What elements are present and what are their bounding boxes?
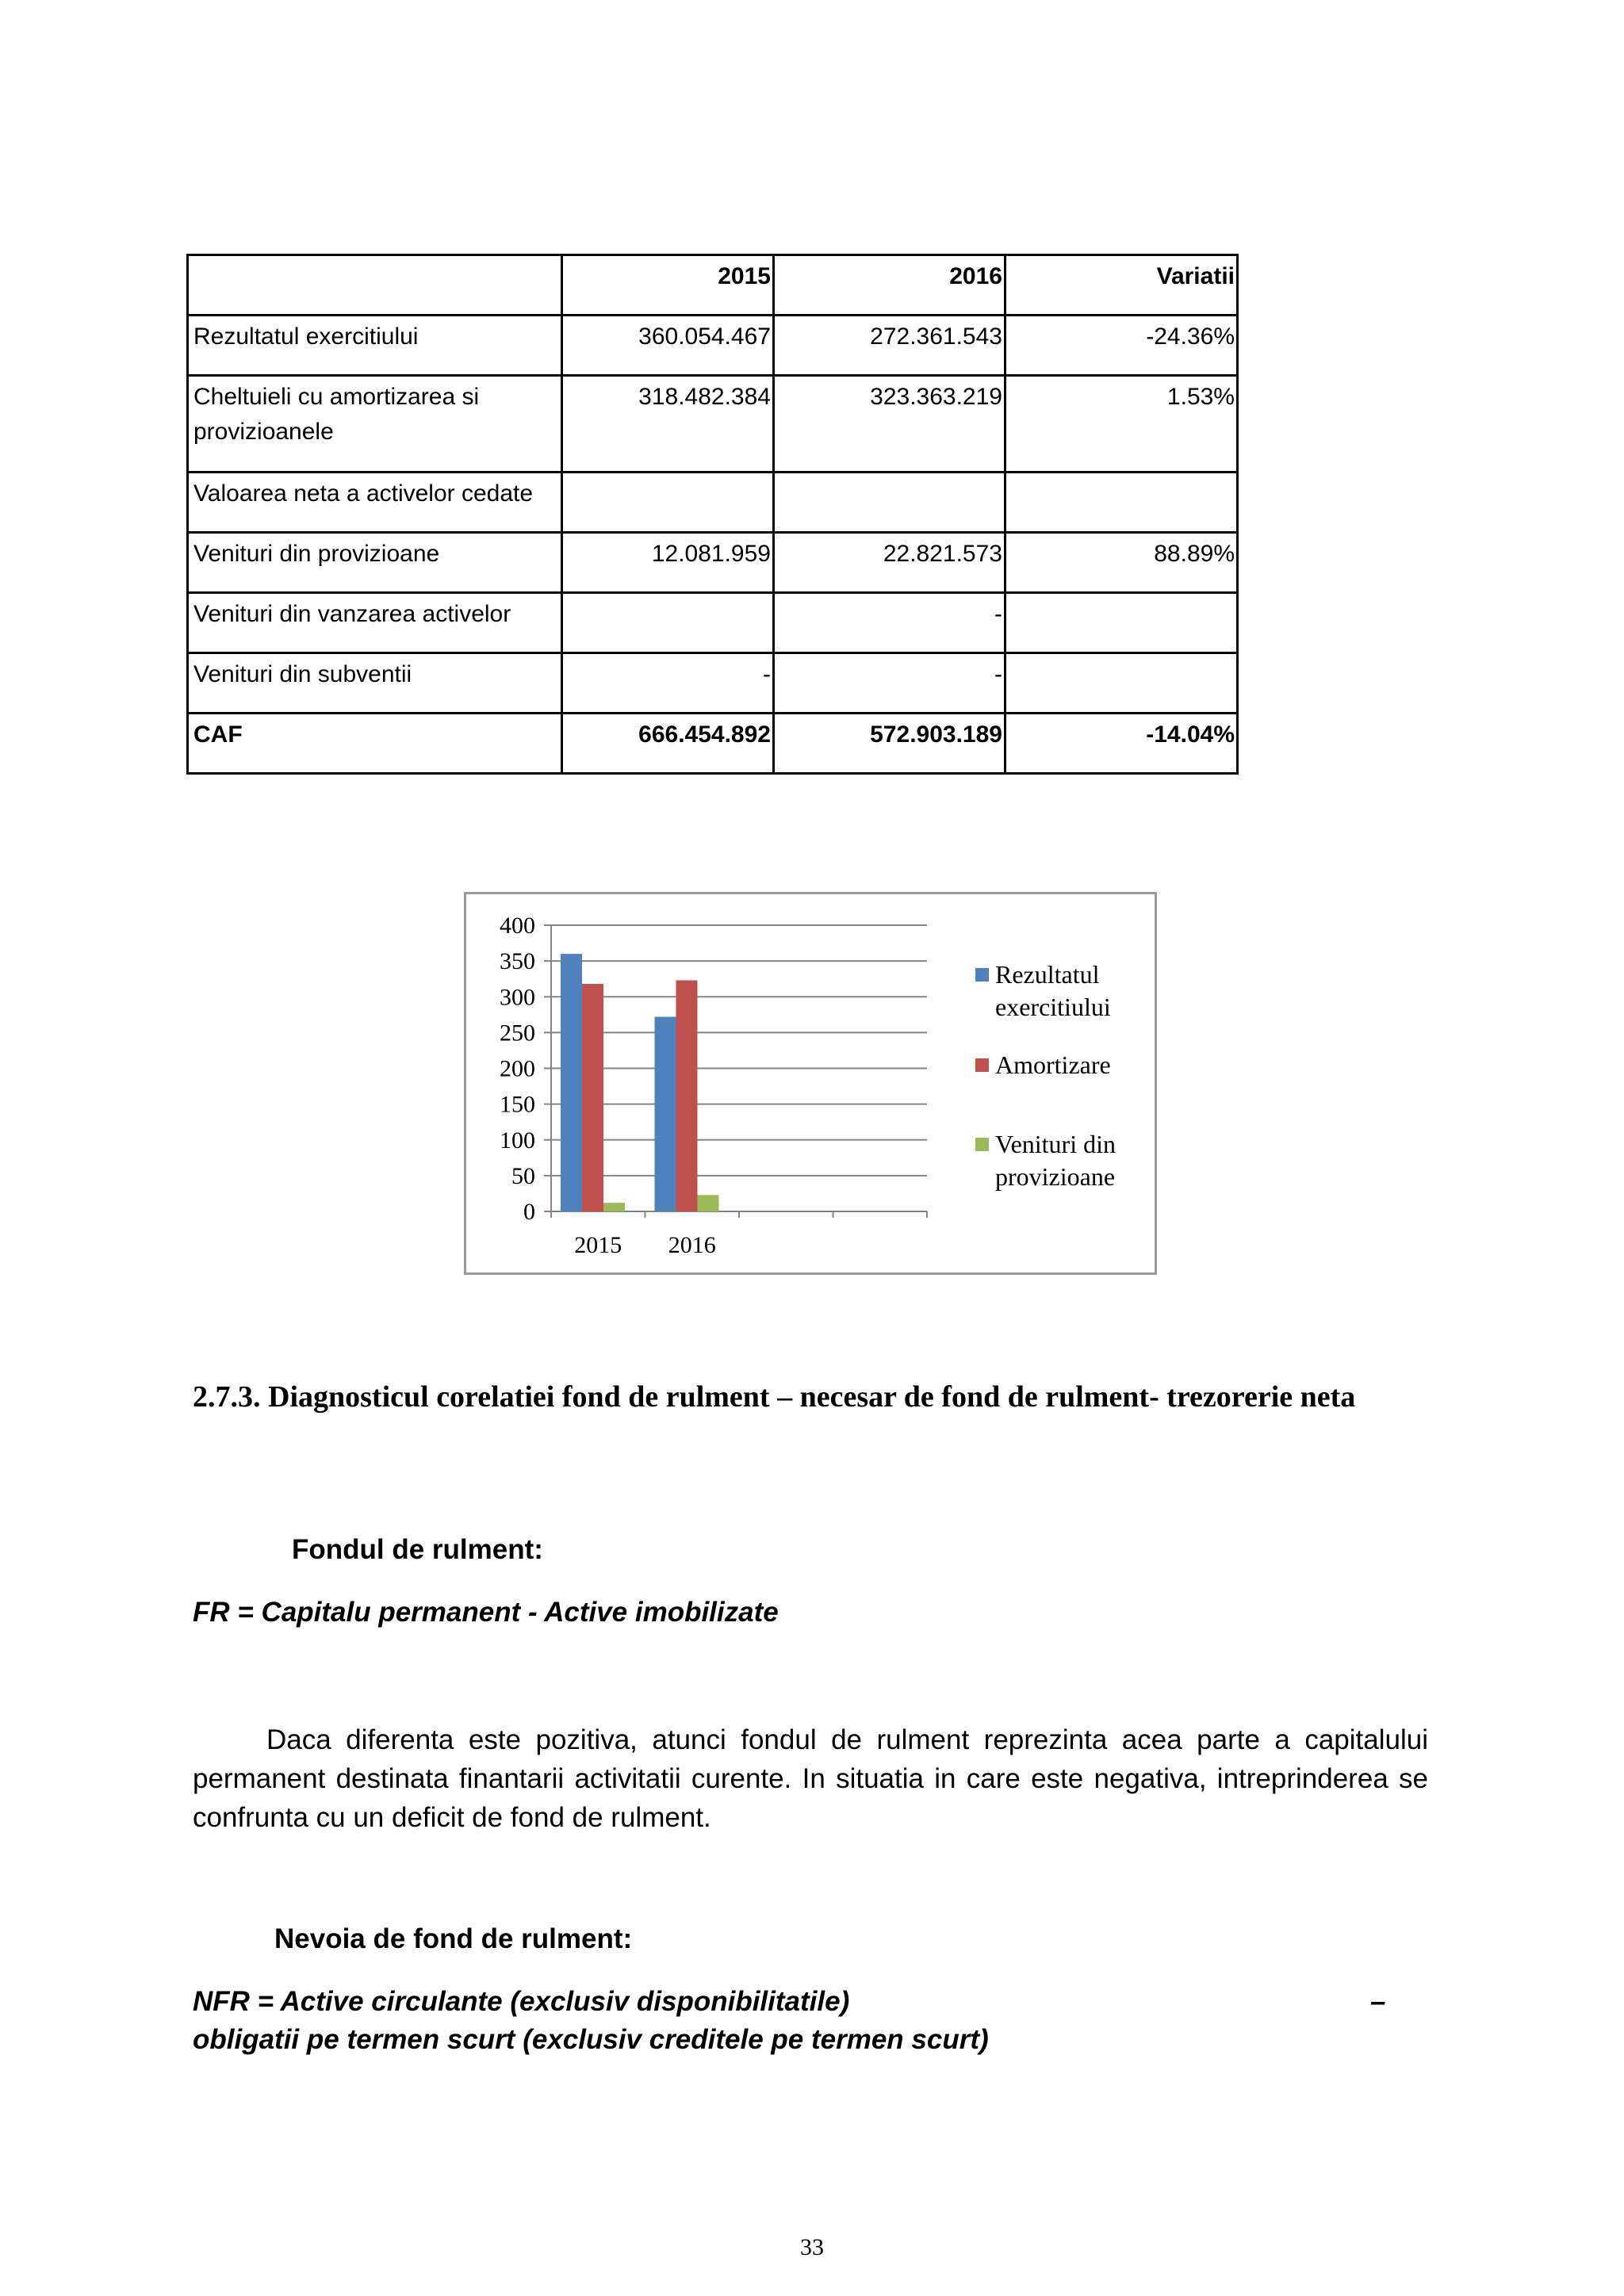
fr-paragraph: Daca diferenta este pozitiva, atunci fondul de rulment reprezinta acea parte a capitalului permanent destinata finantarii activitatii curente. In situatia in care este negativa, intreprinderea se confrunta cu un deficit de fond de rulment. — [193, 1724, 1428, 1833]
legend-swatch — [975, 1138, 989, 1151]
y-tick-label: 150 — [500, 1091, 535, 1118]
table-header-cell: 2016 — [774, 255, 1005, 316]
legend-swatch — [975, 968, 989, 982]
y-tick-label: 300 — [500, 984, 535, 1011]
value-cell: 1.53% — [1005, 376, 1238, 473]
nfr-formula-line1: NFR = Active circulante (exclusiv disponibilitatile) — [193, 1986, 850, 2017]
row-label-cell: Venituri din subventii — [188, 653, 562, 714]
y-tick-label: 0 — [523, 1199, 535, 1225]
value-cell: 12.081.959 — [562, 533, 774, 593]
y-tick-label: 200 — [500, 1055, 535, 1082]
nfr-formula-line2: obligatii pe termen scurt (exclusiv creditele pe termen scurt) — [193, 2024, 989, 2055]
table-header-cell — [188, 255, 562, 316]
page-number: 33 — [800, 2234, 824, 2260]
value-cell — [1005, 593, 1238, 653]
value-cell — [1005, 473, 1238, 533]
table-row — [188, 533, 1238, 593]
y-tick-label: 100 — [500, 1127, 535, 1154]
x-tick-label: 2016 — [668, 1232, 716, 1258]
bar-amortizare-2016 — [676, 980, 698, 1211]
value-cell: - — [562, 653, 774, 714]
table-header-cell: Variatii — [1005, 255, 1238, 316]
x-tick-label: 2015 — [574, 1232, 622, 1258]
value-cell: 88.89% — [1005, 533, 1238, 593]
value-cell: 318.482.384 — [562, 376, 774, 473]
row-label-cell: Valoarea neta a activelor cedate — [188, 473, 562, 533]
bar-venituri-2016 — [698, 1195, 719, 1211]
value-cell: 323.363.219 — [774, 376, 1005, 473]
section-heading: 2.7.3. Diagnosticul corelatiei fond de rulment – necesar de fond de rulment- trezorerie neta — [193, 1380, 1356, 1414]
value-cell — [562, 473, 774, 533]
table-row — [188, 473, 1238, 533]
caf-bar-chart — [464, 892, 1157, 1275]
fr-formula: FR = Capitalu permanent - Active imobilizate — [193, 1597, 779, 1628]
row-label-cell: Venituri din vanzarea activelor — [188, 593, 562, 653]
legend-label: Amortizare — [995, 1050, 1111, 1079]
y-tick-label: 50 — [511, 1162, 535, 1189]
value-cell: 360.054.467 — [562, 316, 774, 376]
bar-amortizare-2015 — [582, 984, 603, 1211]
bar-rezultatul-2016 — [655, 1017, 676, 1211]
legend-label: exercitiului — [995, 993, 1111, 1021]
legend-swatch — [975, 1058, 989, 1072]
table-row — [188, 653, 1238, 714]
fr-title: Fondul de rulment: — [292, 1534, 543, 1565]
table-header-row — [188, 255, 1238, 316]
table-row — [188, 593, 1238, 653]
nfr-formula-dash: – — [1370, 1986, 1386, 2017]
row-label-cell: Venituri din provizioane — [188, 533, 562, 593]
y-tick-label: 400 — [500, 913, 535, 939]
nfr-title: Nevoia de fond de rulment: — [274, 1923, 633, 1954]
value-cell: -24.36% — [1005, 316, 1238, 376]
y-tick-label: 350 — [500, 948, 535, 975]
bar-venituri-2015 — [603, 1203, 625, 1211]
value-cell: - — [774, 653, 1005, 714]
table-row — [188, 376, 1238, 473]
value-cell: 666.454.892 — [562, 714, 774, 774]
value-cell: 22.821.573 — [774, 533, 1005, 593]
legend-label: Venituri din — [995, 1130, 1116, 1158]
row-label-cell: Rezultatul exercitiului — [188, 316, 562, 376]
value-cell: -14.04% — [1005, 714, 1238, 774]
value-cell — [1005, 653, 1238, 714]
value-cell: 572.903.189 — [774, 714, 1005, 774]
value-cell: 272.361.543 — [774, 316, 1005, 376]
caf-table — [186, 254, 1239, 775]
value-cell — [774, 473, 1005, 533]
table-header-cell: 2015 — [562, 255, 774, 316]
bar-rezultatul-2015 — [561, 954, 582, 1211]
row-label-cell: Cheltuieli cu amortizarea si provizioanele — [188, 376, 562, 473]
table-row — [188, 316, 1238, 376]
row-label-cell: CAF — [188, 714, 562, 774]
table-row — [188, 714, 1238, 774]
y-tick-label: 250 — [500, 1020, 535, 1047]
legend-label: provizioane — [995, 1162, 1116, 1191]
value-cell: - — [774, 593, 1005, 653]
value-cell — [562, 593, 774, 653]
legend-label: Rezultatul — [995, 960, 1100, 989]
